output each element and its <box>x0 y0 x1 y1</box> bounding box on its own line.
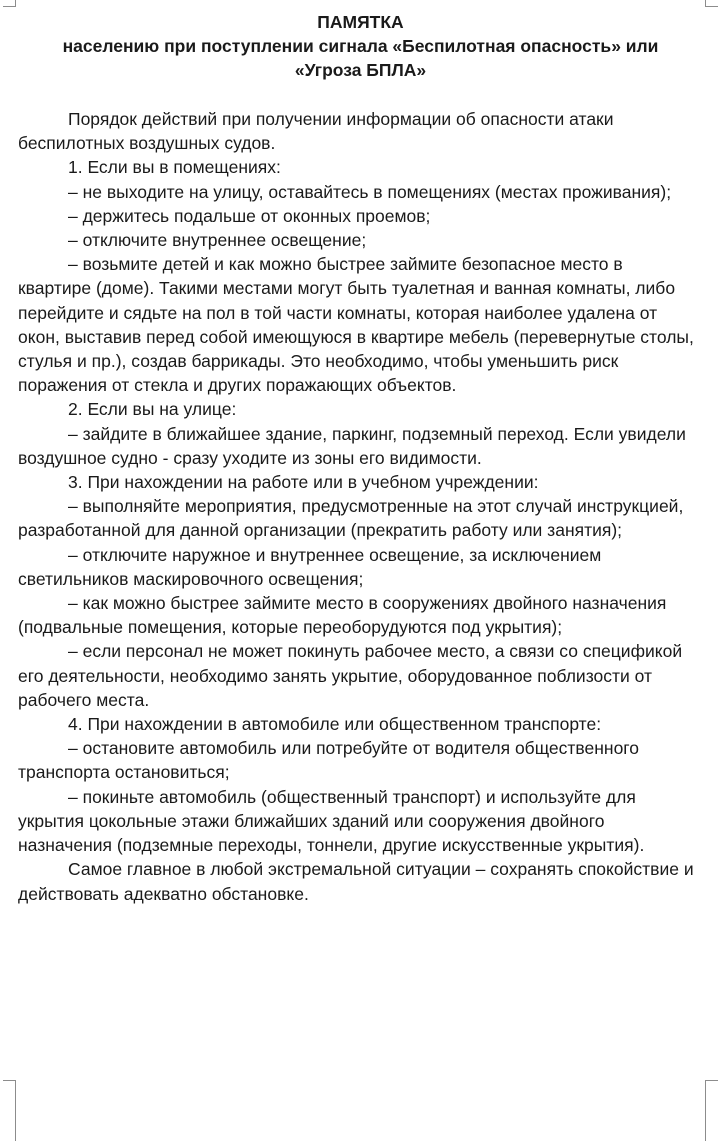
list-item: – остановите автомобиль или потребуйте от водителя общественного транспорта остановиться; <box>18 738 640 783</box>
list-item: – покиньте автомобиль (общественный транспорт) и используйте для укрытия цокольные этажи ближайших зданий или сооружения двойного назначения (подземные переходы, тоннели, другие искусственные укрытия). <box>18 786 645 856</box>
list-item: – отключите внутреннее освещение; <box>68 230 367 251</box>
section-heading-work: 3. При нахождении на работе или в учебном учреждении: <box>68 472 539 493</box>
list-item: – не выходите на улицу, оставайтесь в помещениях (местах проживания); <box>68 181 672 202</box>
list-item: – зайдите в ближайшее здание, паркинг, подземный переход. Если увидели воздушное судно - сразу уходите из зоны его видимости. <box>18 423 686 468</box>
section-heading-outdoors: 2. Если вы на улице: <box>68 399 237 420</box>
page-corner-mark-bottom-left <box>3 1080 16 1141</box>
list-item: – держитесь подальше от оконных проемов; <box>68 205 431 226</box>
section-heading-transport: 4. При нахождении в автомобиле или общественном транспорте: <box>68 714 602 735</box>
list-item: – выполняйте мероприятия, предусмотренные на этот случай инструкцией, разработанной для данной организации (прекратить работу или занятия); <box>18 496 684 541</box>
page-corner-mark-top-left <box>3 0 16 7</box>
list-item: – отключите наружное и внутреннее освещение, за исключением светильников маскировочного освещения; <box>18 544 602 589</box>
section-heading-indoors: 1. Если вы в помещениях: <box>68 157 281 178</box>
paragraph-conclusion: Самое главное в любой экстремальной ситуации – сохранять спокойствие и действовать адекватно обстановке. <box>18 859 694 904</box>
list-item: – возьмите детей и как можно быстрее займите безопасное место в квартире (доме). Такими местами могут быть туалетная и ванная комнаты, либо перейдите и сядьте на пол в той части комнаты, которая наиболее удалена от окон, выставив перед собой имеющуюся в квартире мебель (перевернутые столы, стулья и пр.), создав баррикады. Это необходимо, чтобы уменьшить риск поражения от стекла и других поражающих объектов. <box>18 254 694 396</box>
paragraph-intro: Порядок действий при получении информации об опасности атаки беспилотных воздушных судов. <box>18 109 614 154</box>
document-header <box>20 10 701 82</box>
document-body <box>18 107 698 906</box>
document-subtitle-line-1: населению при поступлении сигнала «Беспилотная опасность» или <box>62 36 659 56</box>
document-subtitle-line-2: «Угроза БПЛА» <box>294 60 427 80</box>
page-corner-mark-top-right <box>705 0 718 7</box>
list-item: – если персонал не может покинуть рабочее место, а связи со спецификой его деятельности, необходимо занять укрытие, оборудованное поблизости от рабочего места. <box>18 641 683 710</box>
document-title: ПАМЯТКА <box>317 12 404 32</box>
list-item: – как можно быстрее займите место в сооружениях двойного назначения (подвальные помещения, которые переоборудуются под укрытия); <box>18 593 667 638</box>
page-corner-mark-bottom-right <box>705 1080 718 1141</box>
